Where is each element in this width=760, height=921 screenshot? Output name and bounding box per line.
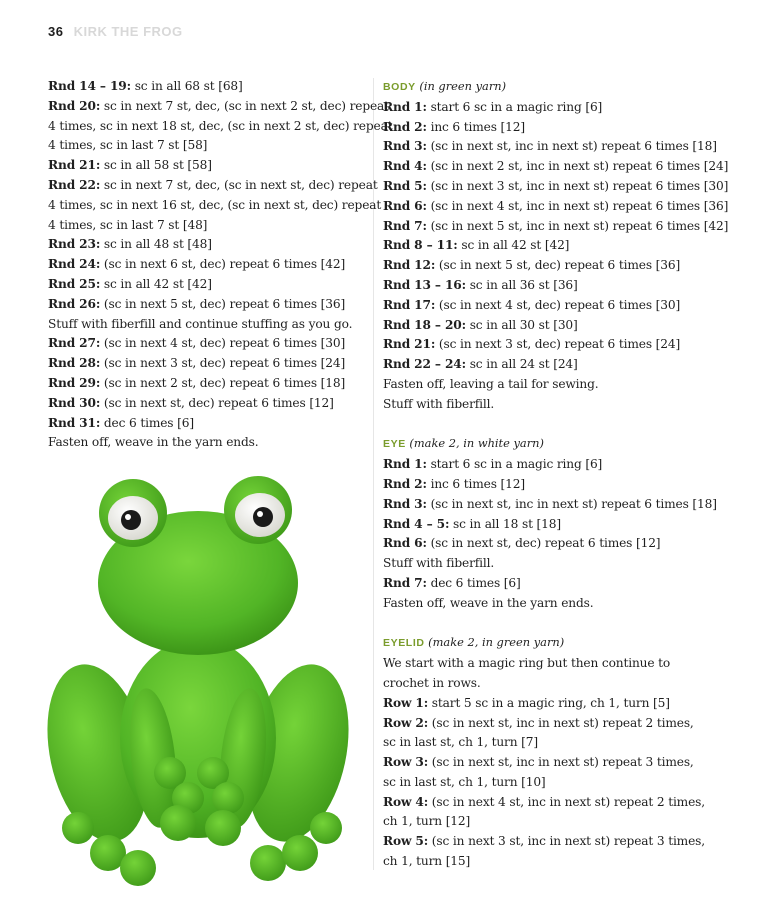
instruction-line <box>48 394 366 414</box>
instruction-text: (sc in next 5 st, dec) repeat 6 times [36] <box>100 296 346 311</box>
instruction-text: (sc in next st, dec) repeat 6 times [12] <box>100 395 334 410</box>
instruction-text: sc in next 7 st, dec, (sc in next 2 st, dec) repeat <box>100 98 389 113</box>
instruction-line <box>383 574 713 594</box>
instruction-text: sc in all 24 st [24] <box>465 357 578 372</box>
instruction-line <box>48 196 382 216</box>
instruction-line <box>383 495 717 515</box>
section-title <box>383 434 713 455</box>
instruction-text: (sc in next 4 st, dec) repeat 6 times [30] <box>435 297 681 312</box>
instruction-text: ch 1, turn [12] <box>383 814 471 829</box>
round-label: Rnd 29: <box>48 375 101 390</box>
round-label: Rnd 28: <box>48 356 101 371</box>
round-label: Row 5: <box>383 834 429 849</box>
round-label: Rnd 24: <box>48 257 101 272</box>
instruction-text: (sc in next st, dec) repeat 6 times [12] <box>426 536 661 551</box>
round-label: Rnd 1: <box>383 457 427 472</box>
instruction-line <box>48 433 366 453</box>
instruction-line <box>383 694 713 714</box>
round-label: Rnd 3: <box>383 139 427 154</box>
instruction-line <box>383 256 713 276</box>
page-header <box>48 24 183 39</box>
section-gap <box>383 614 713 634</box>
instruction-text: Fasten off, weave in the yarn ends. <box>48 435 259 450</box>
round-label: Rnd 18 – 20: <box>383 317 466 332</box>
instruction-line <box>383 316 713 336</box>
instruction-text: sc in last st, ch 1, turn [7] <box>383 735 538 750</box>
section-subtitle: (make 2, in white yarn) <box>405 436 544 451</box>
instruction-line <box>48 117 393 137</box>
instruction-line <box>48 136 366 156</box>
round-label: Row 3: <box>383 755 429 770</box>
instruction-line <box>48 334 366 354</box>
instruction-text: (sc in next st, inc in next st) repeat 2 times, <box>428 715 694 730</box>
instruction-text: (sc in next 4 st, inc in next st) repeat 6 times [36] <box>426 198 729 213</box>
instruction-line <box>48 235 366 255</box>
round-label: Rnd 23: <box>48 237 101 252</box>
round-label: Rnd 8 – 11: <box>383 238 458 253</box>
section-title <box>383 77 713 98</box>
section-name: EYELID <box>383 637 425 650</box>
instruction-text: sc in all 58 st [58] <box>100 158 212 173</box>
section-subtitle: (make 2, in green yarn) <box>424 635 565 650</box>
instruction-line <box>383 793 713 813</box>
instruction-text: (sc in next 3 st, dec) repeat 6 times [24] <box>435 337 681 352</box>
instruction-line <box>48 414 366 434</box>
instruction-line <box>383 236 713 256</box>
instruction-line <box>383 375 713 395</box>
instruction-text: dec 6 times [6] <box>426 575 521 590</box>
round-label: Rnd 17: <box>383 297 436 312</box>
instruction-text: 4 times, sc in next 18 st, dec, (sc in next 2 st, dec) repeat <box>48 118 393 133</box>
running-title: KIRK THE FROG <box>73 24 183 39</box>
instruction-line <box>48 255 366 275</box>
instruction-text: (sc in next 4 st, dec) repeat 6 times [30] <box>100 336 346 351</box>
instruction-text: sc in all 30 st [30] <box>465 317 578 332</box>
instruction-text: inc 6 times [12] <box>426 119 525 134</box>
right-column <box>383 77 729 872</box>
section-subtitle: (in green yarn) <box>415 79 507 93</box>
instruction-line <box>48 374 366 394</box>
instruction-line <box>383 773 713 793</box>
instruction-text: We start with a magic ring but then continue to <box>383 656 671 671</box>
round-label: Rnd 22 – 24: <box>383 357 466 372</box>
instruction-line <box>383 594 713 614</box>
instruction-text: sc in all 36 st [36] <box>465 277 578 292</box>
instruction-text: Stuff with fiberfill. <box>383 396 495 411</box>
round-label: Rnd 4: <box>383 159 427 174</box>
round-label: Rnd 27: <box>48 336 101 351</box>
round-label: Rnd 20: <box>48 98 101 113</box>
instruction-text: 4 times, sc in next 16 st, dec, (sc in next st, dec) repeat <box>48 197 382 212</box>
round-label: Row 1: <box>383 695 429 710</box>
round-label: Rnd 12: <box>383 258 436 273</box>
instruction-line <box>383 157 729 177</box>
instruction-text: sc in all 48 st [48] <box>100 237 212 252</box>
instruction-line <box>383 812 713 832</box>
instruction-line <box>383 455 713 475</box>
instruction-line <box>383 475 713 495</box>
instruction-line <box>383 674 713 694</box>
instruction-line <box>48 77 366 97</box>
round-label: Rnd 5: <box>383 178 427 193</box>
instruction-line <box>383 554 713 574</box>
instruction-line <box>383 217 729 237</box>
round-label: Rnd 4 – 5: <box>383 516 450 531</box>
round-label: Rnd 21: <box>383 337 436 352</box>
instruction-text: Fasten off, leaving a tail for sewing. <box>383 376 599 391</box>
round-label: Rnd 7: <box>383 575 427 590</box>
round-label: Rnd 6: <box>383 198 427 213</box>
instruction-text: (sc in next 3 st, inc in next st) repeat 6 times [30] <box>426 178 729 193</box>
instruction-line <box>48 295 366 315</box>
left-column <box>48 77 393 453</box>
round-label: Row 2: <box>383 715 429 730</box>
instruction-line <box>383 276 713 296</box>
instruction-line <box>383 654 713 674</box>
page-number: 36 <box>48 24 64 39</box>
round-label: Rnd 13 – 16: <box>383 277 466 292</box>
instruction-line <box>383 137 717 157</box>
instruction-line <box>383 355 713 375</box>
round-label: Rnd 21: <box>48 158 101 173</box>
instruction-line <box>48 315 366 335</box>
instruction-line <box>383 335 713 355</box>
instruction-text: start 6 sc in a magic ring [6] <box>426 457 603 472</box>
instruction-text: 4 times, sc in last 7 st [58] <box>48 138 208 153</box>
instruction-text: (sc in next 2 st, dec) repeat 6 times [18] <box>100 375 346 390</box>
instruction-line <box>383 197 729 217</box>
instruction-text: sc in all 18 st [18] <box>449 516 561 531</box>
round-label: Rnd 3: <box>383 496 427 511</box>
instruction-text: (sc in next st, inc in next st) repeat 3 times, <box>428 755 694 770</box>
round-label: Rnd 31: <box>48 415 101 430</box>
instruction-text: (sc in next 6 st, dec) repeat 6 times [42] <box>100 257 346 272</box>
instruction-text: (sc in next 3 st, inc in next st) repeat 3 times, <box>428 834 705 849</box>
instruction-line <box>48 156 366 176</box>
instruction-text: inc 6 times [12] <box>426 476 525 491</box>
instruction-text: Stuff with fiberfill and continue stuffing as you go. <box>48 316 353 331</box>
round-label: Row 4: <box>383 794 429 809</box>
instruction-line <box>383 832 713 852</box>
instruction-text: sc in all 42 st [42] <box>100 276 212 291</box>
instruction-line <box>383 177 729 197</box>
instruction-line <box>383 852 713 872</box>
round-label: Rnd 14 – 19: <box>48 79 131 93</box>
instruction-line <box>383 395 713 415</box>
instruction-text: Stuff with fiberfill. <box>383 556 495 571</box>
round-label: Rnd 2: <box>383 476 427 491</box>
instruction-text: sc in last st, ch 1, turn [10] <box>383 774 546 789</box>
round-label: Rnd 26: <box>48 296 101 311</box>
instruction-text: dec 6 times [6] <box>100 415 194 430</box>
instruction-line <box>383 714 713 734</box>
instruction-line <box>48 354 366 374</box>
round-label: Rnd 6: <box>383 536 427 551</box>
section-name: EYE <box>383 438 406 451</box>
instruction-line <box>383 98 713 118</box>
instruction-text: Fasten off, weave in the yarn ends. <box>383 595 594 610</box>
instruction-text: sc in next 7 st, dec, (sc in next st, dec) repeat <box>100 177 378 192</box>
instruction-text: 4 times, sc in last 7 st [48] <box>48 217 208 232</box>
round-label: Rnd 1: <box>383 99 427 114</box>
instruction-text: sc in all 42 st [42] <box>457 238 570 253</box>
instruction-line <box>383 118 713 138</box>
instruction-text: (sc in next 3 st, dec) repeat 6 times [24] <box>100 356 346 371</box>
section-title <box>383 633 713 654</box>
instruction-text: start 5 sc in a magic ring, ch 1, turn [5] <box>428 695 670 710</box>
instruction-line <box>48 97 389 117</box>
section-name: BODY <box>383 81 416 93</box>
instruction-text: (sc in next st, inc in next st) repeat 6 times [18] <box>426 139 717 154</box>
instruction-text: ch 1, turn [15] <box>383 854 471 869</box>
instruction-text: start 6 sc in a magic ring [6] <box>426 99 603 114</box>
frog-photo <box>38 468 358 898</box>
round-label: Rnd 22: <box>48 177 101 192</box>
instruction-text: (sc in next st, inc in next st) repeat 6 times [18] <box>426 496 717 511</box>
instruction-line <box>48 216 366 236</box>
round-label: Rnd 2: <box>383 119 427 134</box>
section-gap <box>383 415 713 435</box>
instruction-line <box>383 753 713 773</box>
round-label: Rnd 7: <box>383 218 427 233</box>
round-label: Rnd 25: <box>48 276 101 291</box>
instruction-text: (sc in next 4 st, inc in next st) repeat 2 times, <box>428 794 705 809</box>
instruction-line <box>383 515 713 535</box>
instruction-line <box>383 534 713 554</box>
instruction-line <box>383 296 713 316</box>
round-label: Rnd 30: <box>48 395 101 410</box>
instruction-text: (sc in next 2 st, inc in next st) repeat 6 times [24] <box>426 159 729 174</box>
instruction-text: (sc in next 5 st, inc in next st) repeat 6 times [42] <box>426 218 729 233</box>
instruction-text: crochet in rows. <box>383 675 481 690</box>
instruction-text: sc in all 68 st [68] <box>130 79 243 93</box>
instruction-line <box>383 733 713 753</box>
instruction-text: (sc in next 5 st, dec) repeat 6 times [36] <box>435 258 681 273</box>
instruction-line <box>48 176 378 196</box>
instruction-line <box>48 275 366 295</box>
